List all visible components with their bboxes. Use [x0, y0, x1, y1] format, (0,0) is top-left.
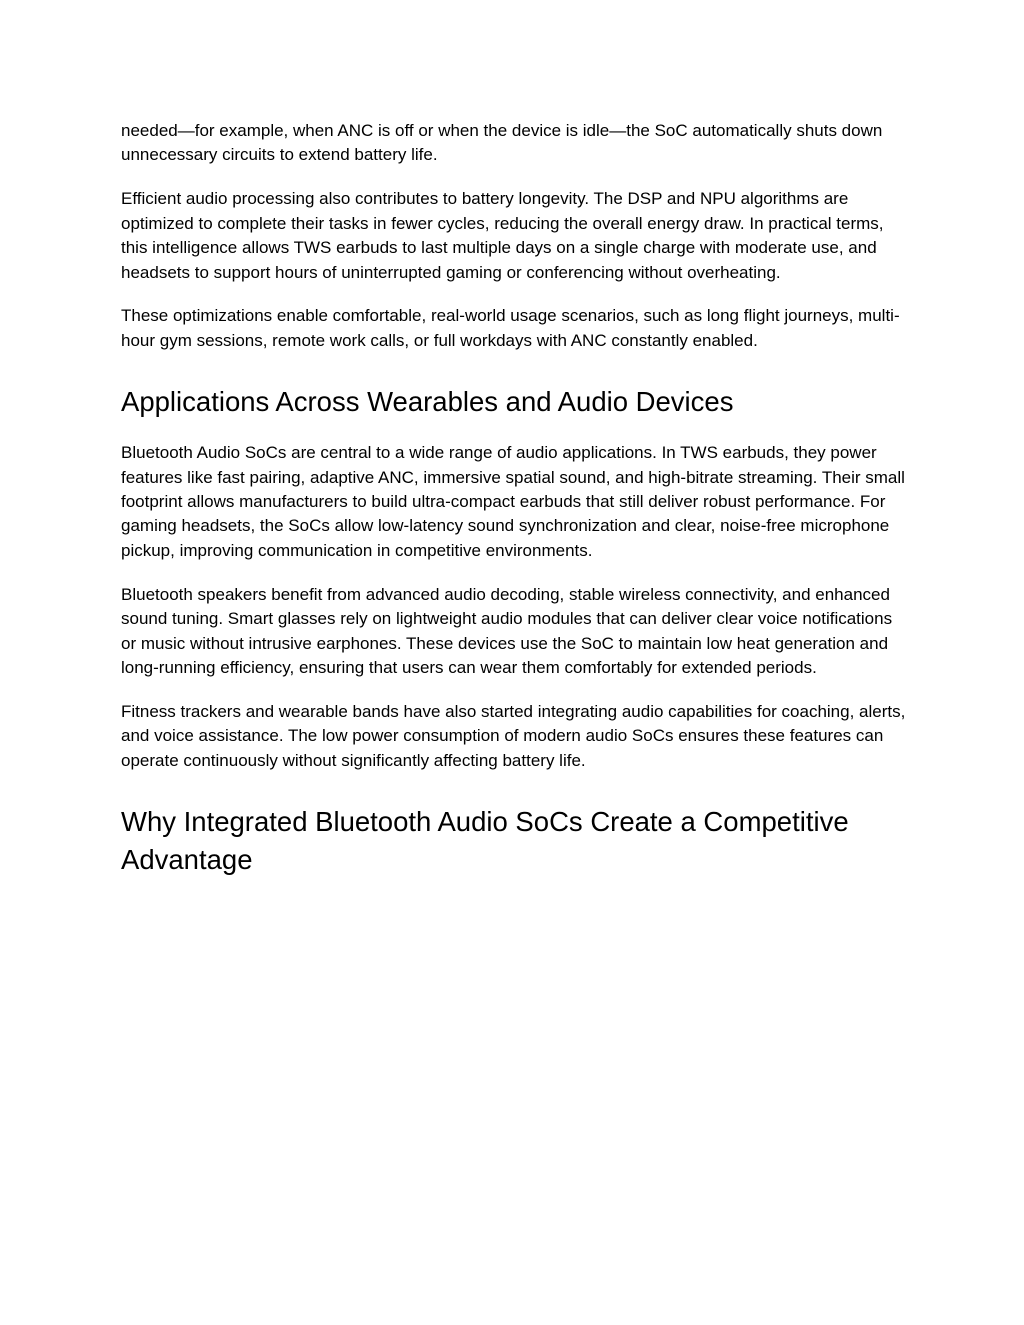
paragraph: Fitness trackers and wearable bands have also started integrating audio capabilities for coaching, alerts, and voice assistance. The low power consumption of modern audio SoCs ensures these features can operate continuously without significantly affecting battery life. [121, 701, 906, 770]
paragraph: Bluetooth speakers benefit from advanced audio decoding, stable wireless connectivity, and enhanced sound tuning. Smart glasses rely on lightweight audio modules that can deliver clear voice notifications or music without intrusive earphones. These devices use the SoC to maintain low heat generation and long-running efficiency, ensuring that users can wear them comfortably for extended periods. [121, 584, 893, 677]
paragraph: Bluetooth Audio SoCs are central to a wide range of audio applications. In TWS earbuds, they power features like fast pairing, adaptive ANC, immersive spatial sound, and high-bitrate streaming. Their small footprint allows manufacturers to build ultra-compact earbuds that still deliver robust performance. For gaming headsets, the SoCs allow low-latency sound synchronization and clear, noise-free microphone pickup, improving communication in competitive environments. [121, 443, 905, 560]
section-heading: Why Integrated Bluetooth Audio SoCs Create a Competitive Advantage [121, 806, 849, 876]
section-heading: Applications Across Wearables and Audio Devices [121, 386, 734, 418]
document-page [121, 119, 906, 899]
paragraph: needed—for example, when ANC is off or when the device is idle—the SoC automatically shuts down unnecessary circuits to extend battery life. [121, 121, 883, 165]
paragraph: These optimizations enable comfortable, real-world usage scenarios, such as long flight journeys, multi-hour gym sessions, remote work calls, or full workdays with ANC constantly enabled. [121, 306, 900, 350]
paragraph: Efficient audio processing also contributes to battery longevity. The DSP and NPU algorithms are optimized to complete their tasks in fewer cycles, reducing the overall energy draw. In practical terms, this intelligence allows TWS earbuds to last multiple days on a single charge with moderate use, and headsets to support hours of uninterrupted gaming or conferencing without overheating. [121, 189, 884, 282]
